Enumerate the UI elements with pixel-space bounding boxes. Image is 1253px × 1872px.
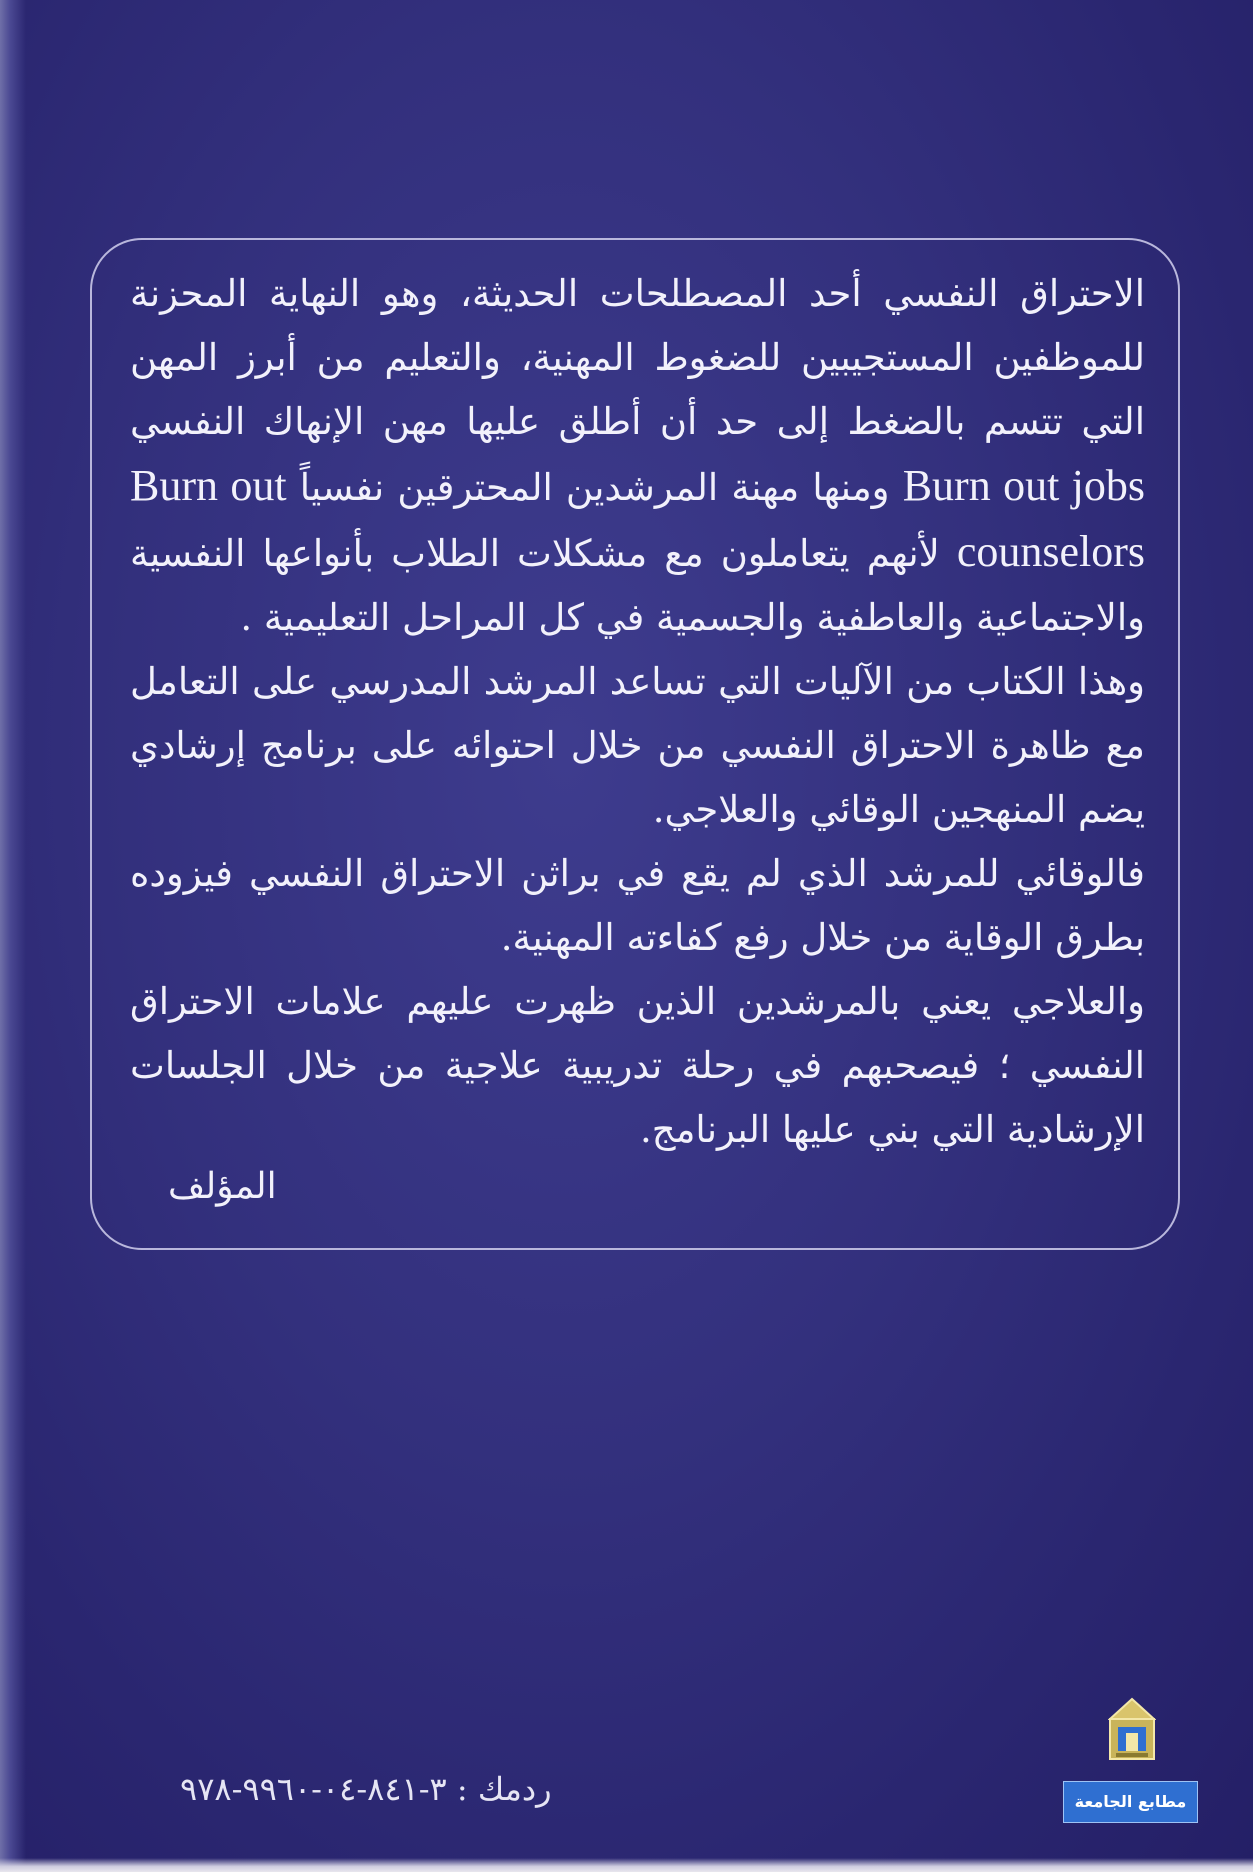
english-term-burn-out-counselors: Burn out counselors [130, 461, 1145, 576]
english-term-burn-out-jobs: Burn out jobs [902, 461, 1146, 510]
blurb-paragraph-4: والعلاجي يعني بالمرشدين الذين ظهرت عليهم علامات الاحتراق النفسي ؛ فيصحبهم في رحلة تدريبية علاجية من خلال الجلسات الإرشادية التي بني عليها البرنامج. [130, 980, 1145, 1151]
blurb-paragraph-1 [130, 262, 1145, 650]
publisher-label: مطابع الجامعة [1063, 1781, 1198, 1823]
publisher-mark [1063, 1697, 1198, 1825]
back-cover-blurb [130, 262, 1145, 1162]
blurb-paragraph-2: وهذا الكتاب من الآليات التي تساعد المرشد المدرسي على التعامل مع ظاهرة الاحتراق النفسي من خلال احتوائه على برنامج إرشادي يضم المنهجين الوقائي والعلاجي. [130, 660, 1145, 831]
spine-edge [0, 0, 26, 1872]
blurb-text: ومنها مهنة المرشدين المحترقين نفسياً [299, 466, 890, 509]
blurb-paragraph-3: فالوقائي للمرشد الذي لم يقع في براثن الاحتراق النفسي فيزوده بطرق الوقاية من خلال رفع كفاءته المهنية. [130, 852, 1145, 959]
university-crest-icon [1108, 1697, 1156, 1761]
isbn-number: ردمك : ٣-٨٤١-٠٤-٩٩٦٠-٩٧٨ [180, 1770, 552, 1808]
blurb-text: الاحتراق النفسي أحد المصطلحات الحديثة، وهو النهاية المحزنة للموظفين المستجيبين للضغوط المهنية، والتعليم من أبرز المهن التي تتسم بالضغط إلى حد أن أطلق عليها مهن الإنهاك النفسي [130, 272, 1145, 443]
author-signature: المؤلف [168, 1166, 277, 1207]
blurb-text: لأنهم يتعاملون مع مشكلات الطلاب بأنواعها النفسية والاجتماعية والعاطفية والجسمية في كل المراحل التعليمية . [130, 532, 1145, 639]
page-bottom-edge [0, 1858, 1253, 1872]
